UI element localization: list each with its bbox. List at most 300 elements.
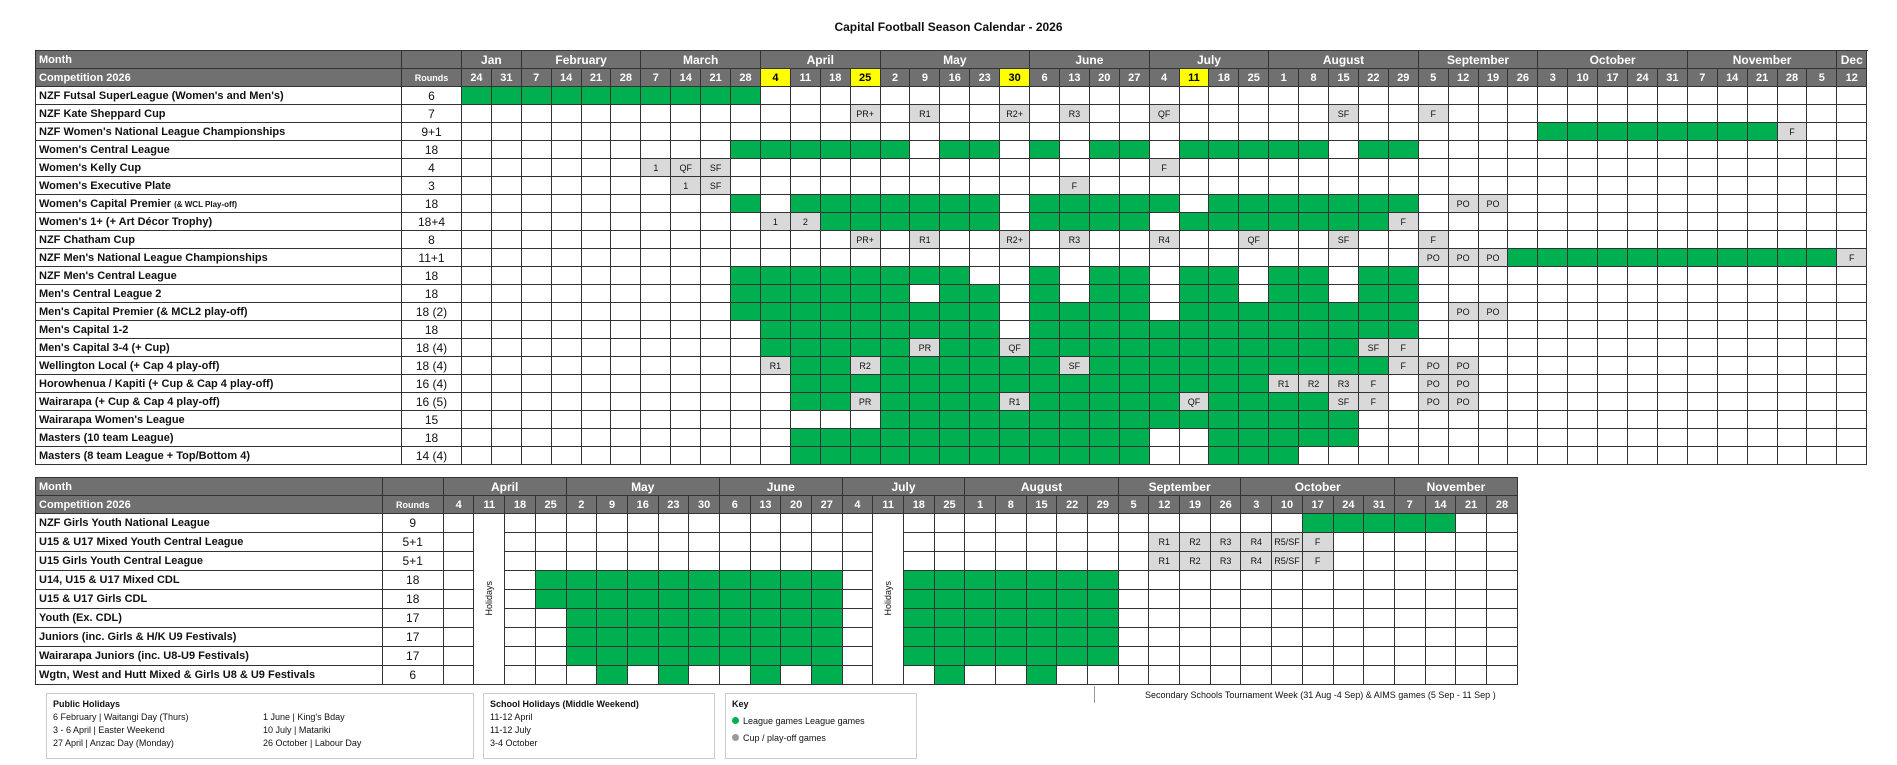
competition-name bbox=[36, 141, 402, 159]
calendar-cell bbox=[1118, 552, 1149, 571]
calendar-cell bbox=[1717, 213, 1747, 231]
league-game-cell bbox=[1269, 141, 1299, 159]
league-game-cell bbox=[1026, 666, 1057, 685]
cup-game-cell: 1 bbox=[760, 213, 790, 231]
league-game-cell bbox=[970, 303, 1000, 321]
calendar-cell bbox=[1088, 533, 1119, 552]
league-game-cell bbox=[970, 429, 1000, 447]
cup-game-cell: QF bbox=[671, 159, 701, 177]
calendar-cell bbox=[1657, 429, 1687, 447]
league-game-cell bbox=[996, 628, 1027, 647]
calendar-cell bbox=[641, 339, 671, 357]
competition-row bbox=[36, 590, 1518, 609]
date-header: 18 bbox=[820, 69, 850, 87]
league-game-cell bbox=[535, 590, 566, 609]
calendar-cell bbox=[1210, 590, 1241, 609]
calendar-cell bbox=[521, 249, 551, 267]
calendar-cell bbox=[1657, 393, 1687, 411]
cup-game-cell: R3 bbox=[1059, 105, 1089, 123]
date-header: 4 bbox=[443, 496, 474, 514]
calendar-cell bbox=[1418, 285, 1448, 303]
league-game-cell bbox=[1209, 213, 1239, 231]
competition-name-text: Women's Executive Plate bbox=[39, 179, 172, 192]
league-game-cell bbox=[566, 571, 597, 590]
calendar-cell bbox=[1118, 590, 1149, 609]
calendar-cell bbox=[1568, 357, 1598, 375]
cup-game-cell: R1 bbox=[1149, 552, 1180, 571]
calendar-cell bbox=[903, 552, 934, 571]
league-game-cell bbox=[1030, 285, 1060, 303]
competition-name-text: Wgtn, West and Hutt Mixed & Girls U8 & U9 Festivals bbox=[39, 669, 316, 681]
calendar-cell bbox=[820, 105, 850, 123]
calendar-cell bbox=[1777, 267, 1807, 285]
calendar-cell bbox=[641, 177, 671, 195]
competition-name bbox=[36, 552, 383, 571]
calendar-cell bbox=[1456, 514, 1487, 533]
calendar-cell bbox=[1272, 628, 1303, 647]
calendar-cell bbox=[842, 666, 873, 685]
league-game-cell bbox=[880, 141, 910, 159]
league-game-cell bbox=[689, 628, 720, 647]
league-game-cell bbox=[790, 267, 820, 285]
league-game-cell bbox=[1269, 213, 1299, 231]
league-game-cell bbox=[910, 393, 940, 411]
calendar-cell bbox=[820, 159, 850, 177]
calendar-cell bbox=[1000, 87, 1030, 105]
calendar-cell bbox=[462, 267, 492, 285]
calendar-cell bbox=[970, 105, 1000, 123]
date-header: 18 bbox=[1209, 69, 1239, 87]
league-game-cell bbox=[1088, 571, 1119, 590]
calendar-cell bbox=[1030, 87, 1060, 105]
calendar-cell bbox=[790, 177, 820, 195]
calendar-cell bbox=[1598, 159, 1628, 177]
calendar-cell bbox=[1333, 533, 1364, 552]
calendar-cell bbox=[505, 609, 536, 628]
calendar-cell bbox=[1302, 609, 1333, 628]
calendar-cell bbox=[1241, 571, 1272, 590]
calendar-cell bbox=[1179, 195, 1209, 213]
calendar-cell bbox=[1628, 141, 1658, 159]
calendar-cell bbox=[940, 177, 970, 195]
calendar-cell bbox=[731, 213, 761, 231]
calendar-cell bbox=[701, 429, 731, 447]
calendar-cell bbox=[1807, 339, 1837, 357]
competition-name-text: Men's Capital Premier (& MCL2 play-off) bbox=[39, 305, 248, 318]
calendar-cell bbox=[1777, 411, 1807, 429]
calendar-cell bbox=[1486, 514, 1517, 533]
competition-name bbox=[36, 571, 383, 590]
calendar-cell bbox=[1239, 249, 1269, 267]
calendar-cell bbox=[1239, 177, 1269, 195]
calendar-cell bbox=[462, 321, 492, 339]
calendar-cell bbox=[462, 447, 492, 465]
competition-row bbox=[36, 303, 1867, 321]
calendar-cell bbox=[701, 339, 731, 357]
competition-name-text: U15 Girls Youth Central League bbox=[39, 555, 204, 567]
calendar-cell bbox=[462, 249, 492, 267]
calendar-cell bbox=[1508, 159, 1538, 177]
league-game-cell bbox=[880, 339, 910, 357]
cup-game-cell: PO bbox=[1478, 195, 1508, 213]
rounds-cell: 6 bbox=[382, 666, 443, 685]
date-header: 21 bbox=[1747, 69, 1777, 87]
calendar-cell bbox=[1026, 552, 1057, 571]
holiday-column bbox=[873, 514, 904, 685]
calendar-cell bbox=[505, 628, 536, 647]
calendar-cell bbox=[1687, 177, 1717, 195]
calendar-cell bbox=[611, 141, 641, 159]
calendar-cell bbox=[1538, 177, 1568, 195]
league-game-cell bbox=[1149, 195, 1179, 213]
calendar-cell bbox=[491, 213, 521, 231]
league-game-cell bbox=[1089, 195, 1119, 213]
calendar-cell bbox=[611, 177, 641, 195]
calendar-cell bbox=[1269, 123, 1299, 141]
calendar-cell bbox=[611, 213, 641, 231]
calendar-cell bbox=[940, 87, 970, 105]
calendar-cell bbox=[1456, 571, 1487, 590]
calendar-cell bbox=[1118, 571, 1149, 590]
calendar-cell bbox=[462, 177, 492, 195]
calendar-cell bbox=[521, 411, 551, 429]
calendar-cell bbox=[1657, 87, 1687, 105]
calendar-cell bbox=[1059, 159, 1089, 177]
calendar-cell bbox=[1272, 514, 1303, 533]
competition-name-text: U15 & U17 Girls CDL bbox=[39, 593, 148, 605]
calendar-cell bbox=[1717, 357, 1747, 375]
calendar-cell bbox=[910, 159, 940, 177]
calendar-cell bbox=[701, 375, 731, 393]
league-dot-icon bbox=[732, 717, 739, 724]
calendar-cell bbox=[1538, 141, 1568, 159]
calendar-cell bbox=[1598, 285, 1628, 303]
calendar-cell bbox=[611, 393, 641, 411]
calendar-cell bbox=[581, 447, 611, 465]
calendar-cell bbox=[731, 375, 761, 393]
league-game-cell bbox=[1119, 267, 1149, 285]
calendar-cell bbox=[581, 375, 611, 393]
league-game-cell bbox=[641, 87, 671, 105]
cup-game-cell: PO bbox=[1418, 375, 1448, 393]
calendar-cell bbox=[1358, 429, 1388, 447]
league-game-cell bbox=[1239, 429, 1269, 447]
date-header: 2 bbox=[880, 69, 910, 87]
league-game-cell bbox=[731, 141, 761, 159]
calendar-cell bbox=[1508, 321, 1538, 339]
calendar-cell bbox=[1837, 393, 1867, 411]
calendar-cell bbox=[1149, 628, 1180, 647]
calendar-cell bbox=[1657, 213, 1687, 231]
calendar-cell bbox=[1538, 87, 1568, 105]
league-game-cell bbox=[1299, 285, 1329, 303]
league-game-cell bbox=[790, 393, 820, 411]
calendar-cell bbox=[1486, 666, 1517, 685]
calendar-cell bbox=[1149, 590, 1180, 609]
calendar-cell bbox=[1394, 552, 1425, 571]
rounds-cell: 6 bbox=[402, 87, 462, 105]
calendar-cell bbox=[1299, 87, 1329, 105]
calendar-cell bbox=[551, 393, 581, 411]
calendar-cell bbox=[1026, 533, 1057, 552]
calendar-cell bbox=[1807, 141, 1837, 159]
calendar-cell bbox=[521, 105, 551, 123]
calendar-cell bbox=[535, 514, 566, 533]
date-header: 11 bbox=[474, 496, 505, 514]
calendar-cell bbox=[1456, 666, 1487, 685]
league-game-cell bbox=[1209, 321, 1239, 339]
league-game-cell bbox=[1030, 267, 1060, 285]
calendar-cell bbox=[1272, 590, 1303, 609]
league-game-cell bbox=[1388, 141, 1418, 159]
league-game-cell bbox=[850, 447, 880, 465]
rounds-cell: 5+1 bbox=[382, 552, 443, 571]
league-game-cell bbox=[1026, 571, 1057, 590]
league-game-cell bbox=[910, 213, 940, 231]
calendar-cell bbox=[1364, 628, 1395, 647]
calendar-cell bbox=[1179, 177, 1209, 195]
competition-row bbox=[36, 267, 1867, 285]
calendar-cell bbox=[1241, 647, 1272, 666]
calendar-cell bbox=[1302, 666, 1333, 685]
calendar-cell bbox=[1059, 285, 1089, 303]
league-game-cell bbox=[940, 321, 970, 339]
calendar-cell bbox=[719, 533, 750, 552]
league-game-cell bbox=[903, 647, 934, 666]
league-game-cell bbox=[1717, 123, 1747, 141]
calendar-cell bbox=[462, 303, 492, 321]
league-game-cell bbox=[790, 303, 820, 321]
calendar-cell bbox=[1568, 447, 1598, 465]
calendar-cell bbox=[1272, 609, 1303, 628]
calendar-cell bbox=[1388, 447, 1418, 465]
calendar-cell bbox=[1149, 303, 1179, 321]
competition-name bbox=[36, 666, 383, 685]
calendar-cell bbox=[1000, 141, 1030, 159]
calendar-cell bbox=[491, 123, 521, 141]
league-game-cell bbox=[1239, 393, 1269, 411]
calendar-cell bbox=[1448, 267, 1478, 285]
calendar-cell bbox=[790, 105, 820, 123]
competition-name bbox=[36, 533, 383, 552]
date-header: 26 bbox=[1210, 496, 1241, 514]
calendar-cell bbox=[731, 411, 761, 429]
calendar-cell bbox=[658, 552, 689, 571]
calendar-cell bbox=[731, 447, 761, 465]
secondary-schools-note: Secondary Schools Tournament Week (31 Aug -4 Sep) & AIMS games (5 Sep - 11 Sep ) bbox=[1145, 690, 1496, 700]
calendar-cell bbox=[581, 105, 611, 123]
competition-row bbox=[36, 159, 1867, 177]
league-game-cell bbox=[970, 447, 1000, 465]
date-header: 4 bbox=[760, 69, 790, 87]
calendar-cell bbox=[1837, 141, 1867, 159]
competition-name bbox=[36, 375, 402, 393]
league-game-cell bbox=[750, 590, 781, 609]
cup-game-cell: SF bbox=[1329, 231, 1359, 249]
calendar-cell bbox=[1209, 177, 1239, 195]
calendar-cell bbox=[491, 141, 521, 159]
calendar-cell bbox=[1687, 411, 1717, 429]
calendar-cell bbox=[1657, 141, 1687, 159]
calendar-cell bbox=[491, 375, 521, 393]
cup-game-cell: QF bbox=[1149, 105, 1179, 123]
cup-game-cell: PR bbox=[850, 393, 880, 411]
calendar-cell bbox=[781, 552, 812, 571]
calendar-cell bbox=[811, 533, 842, 552]
date-header: 10 bbox=[1568, 69, 1598, 87]
calendar-cell bbox=[1329, 141, 1359, 159]
calendar-cell bbox=[1179, 105, 1209, 123]
calendar-cell bbox=[581, 195, 611, 213]
league-game-cell bbox=[1239, 213, 1269, 231]
league-game-cell bbox=[491, 87, 521, 105]
league-game-cell bbox=[1149, 375, 1179, 393]
league-game-cell bbox=[689, 590, 720, 609]
calendar-cell bbox=[1538, 105, 1568, 123]
month-header: October bbox=[1538, 51, 1688, 69]
calendar-cell bbox=[1448, 321, 1478, 339]
calendar-cell bbox=[1210, 647, 1241, 666]
calendar-cell bbox=[1837, 123, 1867, 141]
rounds-cell: 17 bbox=[382, 647, 443, 666]
rounds-cell: 18 bbox=[402, 321, 462, 339]
cup-game-cell: PO bbox=[1448, 357, 1478, 375]
league-game-cell bbox=[965, 647, 996, 666]
calendar-cell bbox=[1448, 159, 1478, 177]
calendar-cell bbox=[1030, 105, 1060, 123]
calendar-cell bbox=[1598, 195, 1628, 213]
calendar-cell bbox=[1717, 87, 1747, 105]
league-game-cell bbox=[760, 303, 790, 321]
league-game-cell bbox=[750, 666, 781, 685]
league-game-cell bbox=[850, 267, 880, 285]
calendar-cell bbox=[491, 249, 521, 267]
calendar-cell bbox=[551, 375, 581, 393]
calendar-cell bbox=[880, 123, 910, 141]
calendar-cell bbox=[842, 609, 873, 628]
league-game-cell bbox=[850, 429, 880, 447]
league-game-cell bbox=[1628, 249, 1658, 267]
date-header: 30 bbox=[689, 496, 720, 514]
competition-name-text: NZF Chatham Cup bbox=[39, 233, 135, 246]
calendar-cell bbox=[1059, 123, 1089, 141]
calendar-cell bbox=[1089, 231, 1119, 249]
calendar-cell bbox=[1241, 514, 1272, 533]
calendar-cell bbox=[1628, 339, 1658, 357]
calendar-cell bbox=[1118, 628, 1149, 647]
calendar-cell bbox=[1089, 249, 1119, 267]
calendar-cell bbox=[1118, 666, 1149, 685]
calendar-cell bbox=[627, 666, 658, 685]
league-game-cell bbox=[1209, 141, 1239, 159]
calendar-cell bbox=[671, 249, 701, 267]
calendar-cell bbox=[842, 647, 873, 666]
cup-game-cell: R3 bbox=[1329, 375, 1359, 393]
calendar-cell bbox=[551, 105, 581, 123]
calendar-cell bbox=[1538, 231, 1568, 249]
calendar-cell bbox=[566, 533, 597, 552]
competition-name-text: U15 & U17 Mixed Youth Central League bbox=[39, 536, 244, 548]
date-header: 25 bbox=[850, 69, 880, 87]
calendar-cell bbox=[850, 87, 880, 105]
month-header: August bbox=[1269, 51, 1419, 69]
date-header: 27 bbox=[811, 496, 842, 514]
competition-name-text: U14, U15 & U17 Mixed CDL bbox=[39, 574, 180, 586]
calendar-cell bbox=[842, 590, 873, 609]
calendar-cell bbox=[462, 141, 492, 159]
calendar-cell bbox=[1598, 429, 1628, 447]
calendar-cell bbox=[1299, 123, 1329, 141]
competition-name bbox=[36, 339, 402, 357]
calendar-cell bbox=[1568, 339, 1598, 357]
league-game-cell bbox=[1057, 590, 1088, 609]
league-game-cell bbox=[1717, 249, 1747, 267]
league-game-cell bbox=[719, 609, 750, 628]
calendar-cell bbox=[443, 571, 474, 590]
rounds-cell: 3 bbox=[402, 177, 462, 195]
calendar-cell bbox=[1425, 666, 1456, 685]
calendar-cell bbox=[1180, 590, 1211, 609]
calendar-cell bbox=[1333, 666, 1364, 685]
calendar-cell bbox=[1777, 177, 1807, 195]
calendar-cell bbox=[611, 195, 641, 213]
calendar-cell bbox=[491, 267, 521, 285]
calendar-cell bbox=[1598, 411, 1628, 429]
league-game-cell bbox=[1239, 357, 1269, 375]
calendar-cell bbox=[760, 393, 790, 411]
league-game-cell bbox=[1269, 195, 1299, 213]
league-game-cell bbox=[850, 285, 880, 303]
calendar-cell bbox=[521, 177, 551, 195]
calendar-cell bbox=[1568, 105, 1598, 123]
month-header: September bbox=[1418, 51, 1538, 69]
league-game-cell bbox=[1059, 375, 1089, 393]
league-game-cell bbox=[1119, 141, 1149, 159]
league-game-cell bbox=[940, 195, 970, 213]
calendar-cell bbox=[551, 267, 581, 285]
calendar-cell bbox=[880, 249, 910, 267]
calendar-cell bbox=[1538, 357, 1568, 375]
league-game-cell bbox=[820, 141, 850, 159]
public-holiday-item: 26 October | Labour Day bbox=[263, 738, 362, 748]
calendar-cell bbox=[641, 393, 671, 411]
league-game-cell bbox=[1179, 213, 1209, 231]
calendar-cell bbox=[1149, 447, 1179, 465]
calendar-cell bbox=[611, 303, 641, 321]
cup-game-cell: QF bbox=[1000, 339, 1030, 357]
calendar-cell bbox=[1628, 195, 1658, 213]
calendar-cell bbox=[781, 514, 812, 533]
calendar-cell bbox=[790, 159, 820, 177]
calendar-cell bbox=[641, 411, 671, 429]
league-game-cell bbox=[820, 285, 850, 303]
cup-game-cell: F bbox=[1388, 339, 1418, 357]
calendar-cell bbox=[1538, 267, 1568, 285]
calendar-cell bbox=[671, 375, 701, 393]
calendar-cell bbox=[1241, 666, 1272, 685]
calendar-cell bbox=[842, 571, 873, 590]
league-game-cell bbox=[1388, 321, 1418, 339]
calendar-cell bbox=[566, 514, 597, 533]
cup-game-cell: R2 bbox=[1180, 552, 1211, 571]
calendar-cell bbox=[1538, 339, 1568, 357]
calendar-cell bbox=[1687, 195, 1717, 213]
calendar-cell bbox=[1000, 321, 1030, 339]
calendar-cell bbox=[1747, 447, 1777, 465]
calendar-cell bbox=[1687, 357, 1717, 375]
calendar-cell bbox=[1118, 609, 1149, 628]
calendar-cell bbox=[1657, 195, 1687, 213]
